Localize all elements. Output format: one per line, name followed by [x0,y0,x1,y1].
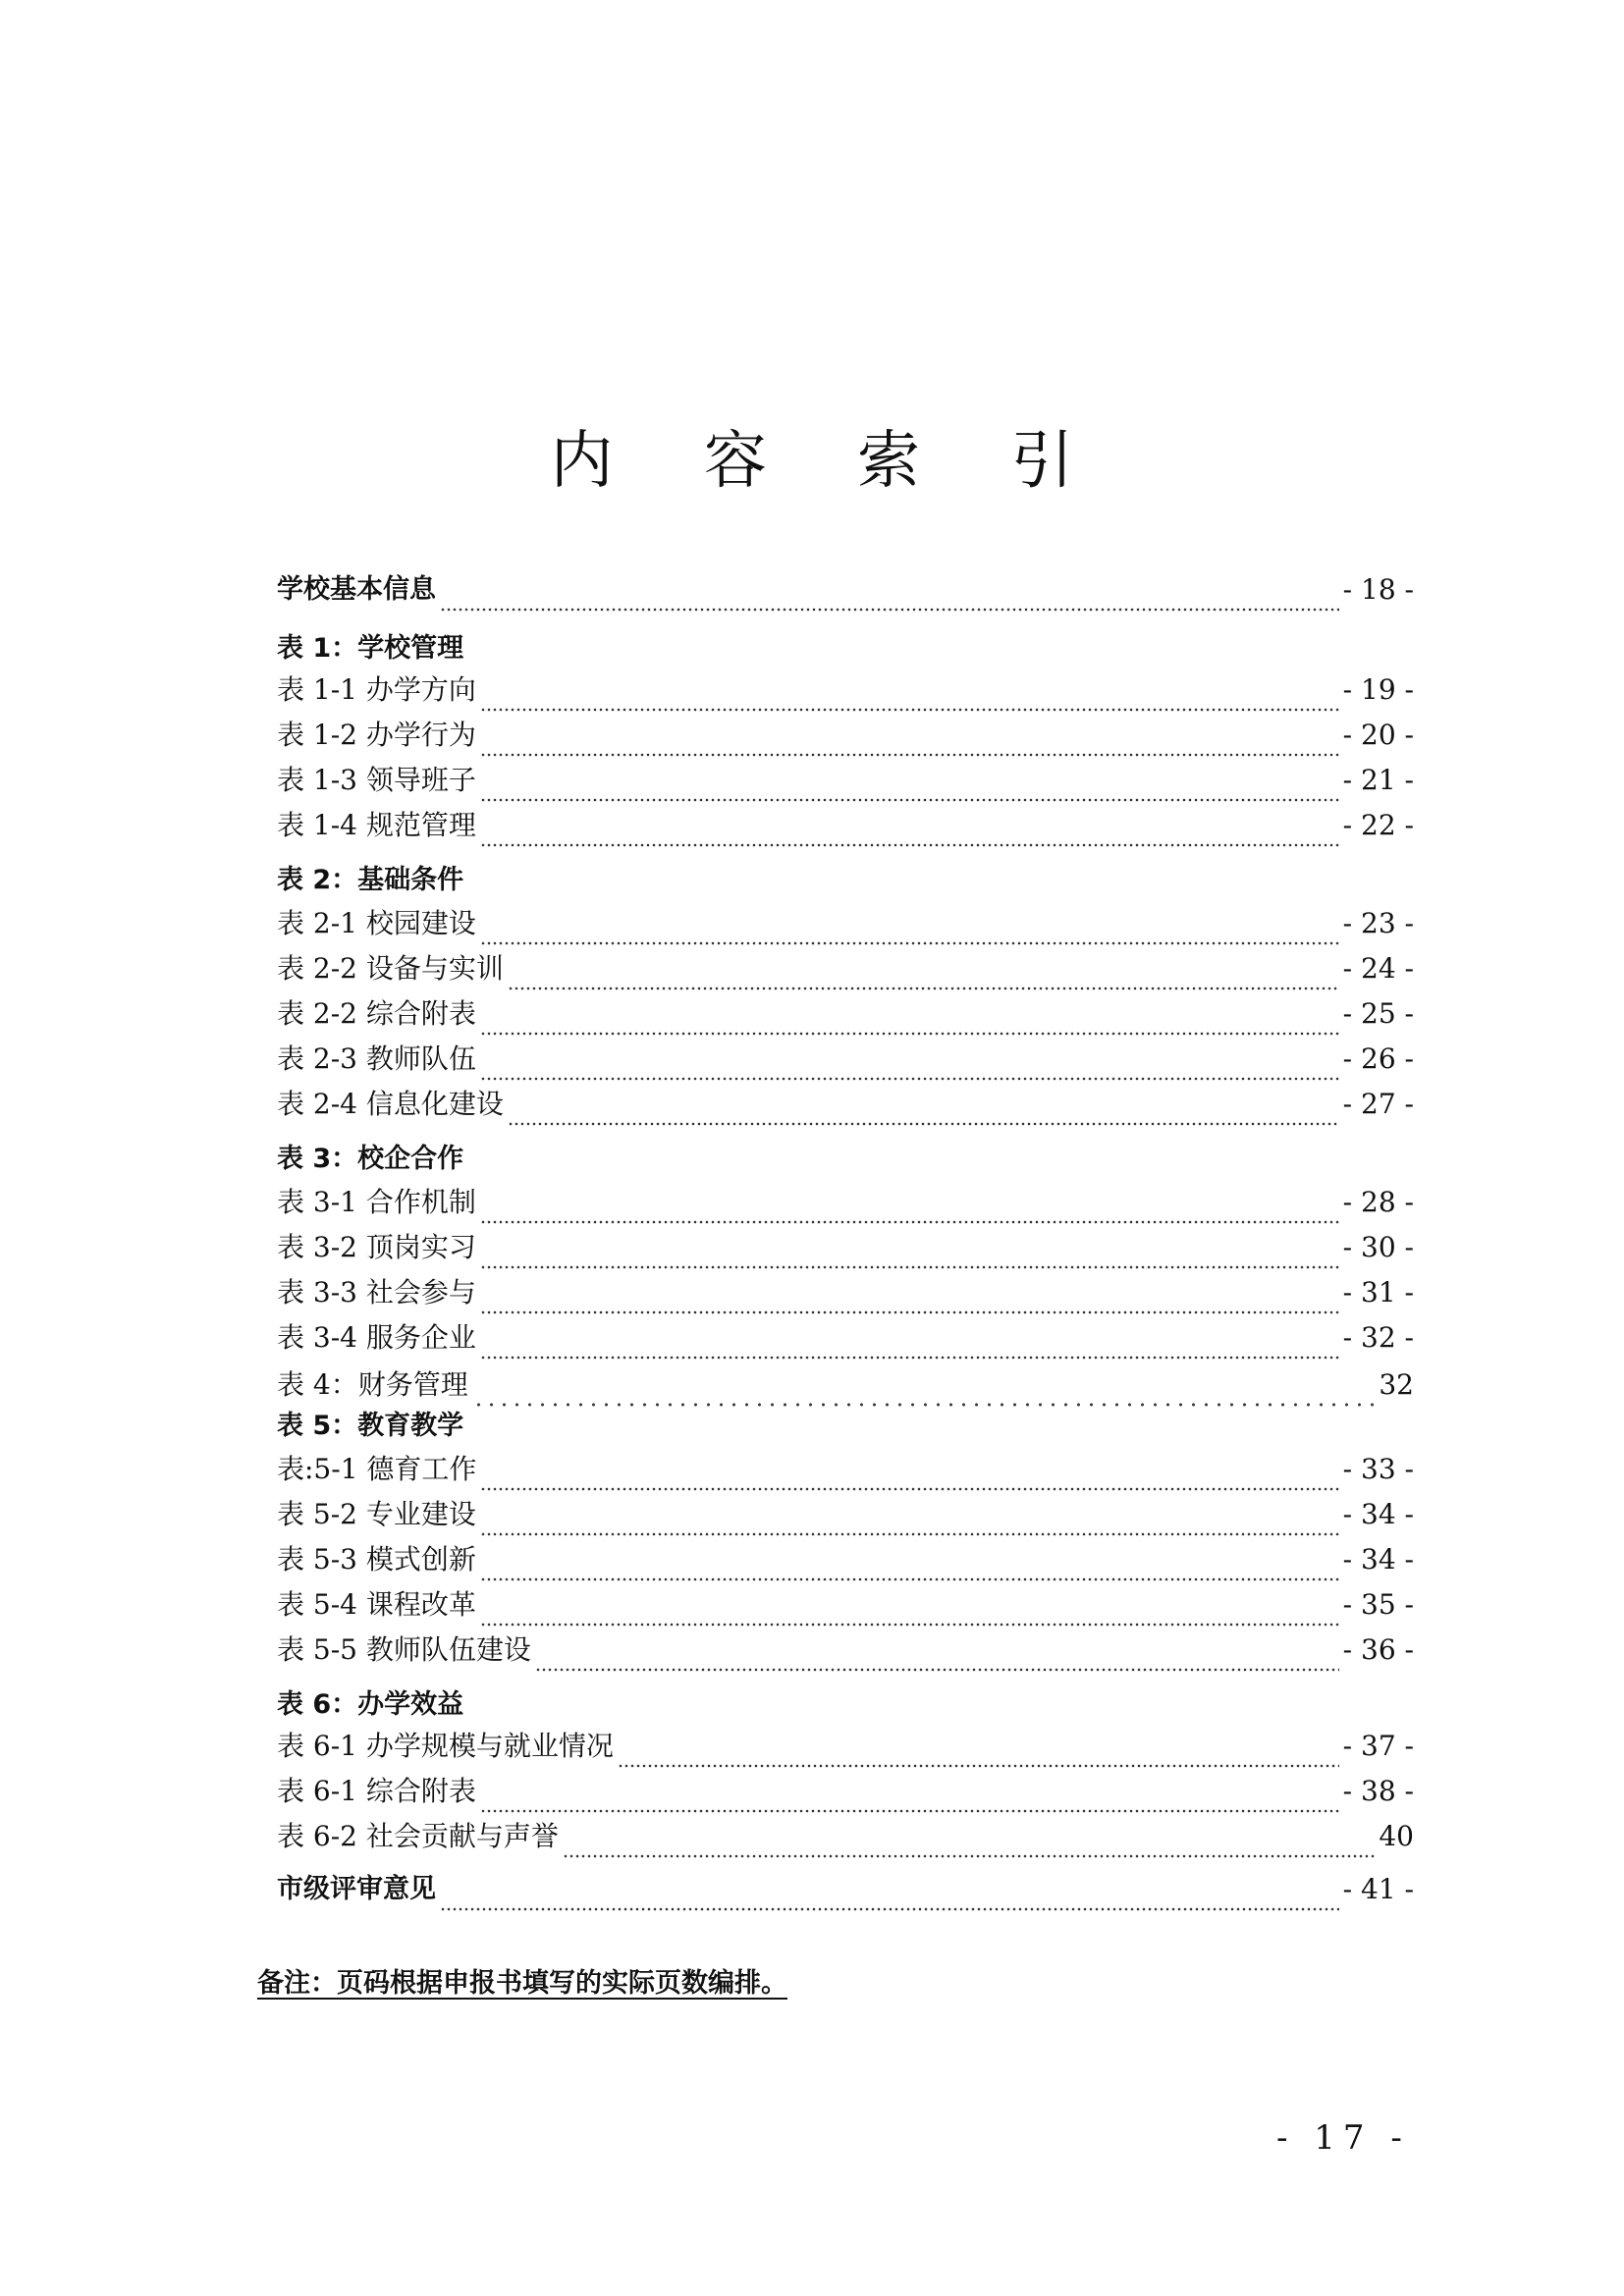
page-title: 内 容 索 引 [550,425,1110,498]
toc-entry-label: 表 3-2 顶岗实习 [277,1231,476,1263]
toc-dot-leader [480,1007,1339,1037]
toc-entry [277,803,1414,848]
toc-dot-leader [480,1463,1338,1492]
toc-entry-label: 表 4：财务管理 [277,1368,468,1401]
toc-dot-leader [480,1508,1339,1537]
toc-entry-page: - 41 - [1342,1873,1414,1905]
toc-entry-label: 表 3：校企合作 [277,1144,464,1174]
toc-entry-page: - 32 - [1342,1321,1414,1354]
toc-entry [277,946,1414,991]
toc-entry-label: 表 6-1 综合附表 [277,1775,476,1807]
toc-section-heading [277,1404,1414,1449]
toc-entry-page: - 33 - [1342,1453,1414,1485]
toc-entry-label: 表 6-2 社会贡献与声誉 [277,1820,559,1852]
toc-entry-label: 表 5-4 课程改革 [277,1588,476,1621]
toc-entry-label: 表 6-1 办学规模与就业情况 [277,1730,614,1762]
toc-entry [277,567,1414,613]
toc-section-heading [277,626,1414,671]
page-number: - 17 - [1276,2118,1410,2158]
toc-entry-page: - 22 - [1342,809,1414,841]
toc-entry-label: 表 3-3 社会参与 [277,1276,476,1308]
toc-entry-label: 表 1：学校管理 [277,633,464,664]
toc-entry-page: - 25 - [1342,997,1414,1030]
toc-dot-leader [480,1286,1339,1315]
toc-entry-label: 表 5：教育教学 [277,1411,464,1441]
toc-section-heading [277,1682,1414,1728]
toc-entry-label: 表:5-1 德育工作 [277,1453,477,1485]
toc-entry-page: - 26 - [1342,1042,1414,1075]
toc-entry [277,1724,1414,1769]
toc-entry-page: - 27 - [1342,1088,1414,1120]
toc-entry-label: 表 2-1 校园建设 [277,907,476,939]
toc-entry-page: - 37 - [1342,1730,1414,1762]
toc-entry [277,1582,1414,1628]
toc-dot-leader [480,1196,1339,1225]
toc-entry [277,901,1414,946]
toc-dot-leader [480,728,1339,758]
toc-entry-page: - 24 - [1342,952,1414,985]
toc-entry-page: - 35 - [1342,1588,1414,1621]
toc-entry [277,991,1414,1037]
toc-entry-page: - 34 - [1342,1498,1414,1530]
toc-entry [277,758,1414,803]
toc-entry [277,1769,1414,1814]
toc-entry-label: 表 1-3 领导班子 [277,764,476,796]
toc-entry [277,1447,1414,1492]
toc-entry [277,1082,1414,1127]
toc-entry-label: 表 2：基础条件 [277,865,464,895]
toc-entry [277,1180,1414,1225]
toc-entry [277,713,1414,758]
toc-entry-label: 表 1-1 办学方向 [277,673,476,706]
toc-entry [277,1037,1414,1082]
toc-dot-leader [480,917,1339,946]
toc-entry-page: - 28 - [1342,1186,1414,1218]
toc-dot-leader [535,1643,1339,1673]
toc-entry [277,1225,1414,1270]
toc-entry-page: - 34 - [1342,1543,1414,1575]
toc-entry-page: 40 [1379,1820,1414,1852]
toc-entry [277,667,1414,713]
toc-entry-page: - 36 - [1342,1633,1414,1666]
toc-entry [277,1270,1414,1315]
toc-entry-page: - 19 - [1342,673,1414,706]
toc-dot-leader [440,1883,1339,1912]
toc-dot-leader [618,1739,1339,1769]
toc-entry [277,1537,1414,1582]
toc-entry-label: 学校基本信息 [277,574,436,605]
toc-entry-page: 32 [1379,1368,1414,1401]
toc-entry-label: 表 3-1 合作机制 [277,1186,476,1218]
toc-entry-label: 表 2-3 教师队伍 [277,1042,476,1075]
toc-dot-leader [480,1598,1339,1628]
toc-entry-page: - 23 - [1342,907,1414,939]
toc-dot-leader [480,1241,1339,1270]
footnote: 备注：页码根据申报书填写的实际页数编排。 [257,1968,787,1999]
toc-section-heading [277,858,1414,903]
toc-dot-leader [480,1052,1339,1082]
toc-entry-label: 市级评审意见 [277,1874,436,1904]
toc-entry [277,1362,1414,1408]
toc-dot-leader [480,1553,1339,1582]
toc-entry-page: - 20 - [1342,719,1414,751]
toc-entry [277,1814,1414,1859]
toc-dot-leader [563,1830,1375,1859]
toc-entry-page: - 21 - [1342,764,1414,796]
toc-entry-label: 表 1-2 办学行为 [277,719,476,751]
toc-entry [277,1315,1414,1361]
toc-dot-leader [508,1097,1339,1127]
toc-dot-leader [480,1785,1339,1814]
toc-entry-label: 表 5-2 专业建设 [277,1498,476,1530]
toc-entry-label: 表 5-5 教师队伍建设 [277,1633,531,1666]
toc-entry-label: 表 2-2 设备与实训 [277,952,504,985]
toc-section-heading [277,1137,1414,1182]
toc-entry [277,1628,1414,1673]
toc-entry-label: 表 2-2 综合附表 [277,997,476,1030]
toc-entry-label: 表 3-4 服务企业 [277,1321,476,1354]
toc-entry [277,1867,1414,1912]
toc-dot-leader [480,683,1339,713]
toc-entry [277,1492,1414,1537]
toc-dot-leader [480,819,1339,848]
toc-entry-page: - 18 - [1342,573,1414,606]
toc-dot-leader [508,962,1339,991]
toc-entry-label: 表 2-4 信息化建设 [277,1088,504,1120]
toc-entry-page: - 31 - [1342,1276,1414,1308]
toc-dot-leader [440,583,1339,613]
toc-dot-leader [480,774,1339,803]
toc-entry-label: 表 6：办学效益 [277,1689,464,1720]
toc-entry-page: - 38 - [1342,1775,1414,1807]
toc-entry-page: - 30 - [1342,1231,1414,1263]
toc-entry-label: 表 1-4 规范管理 [277,809,476,841]
toc-entry-label: 表 5-3 模式创新 [277,1543,476,1575]
toc-dot-leader [480,1331,1339,1361]
